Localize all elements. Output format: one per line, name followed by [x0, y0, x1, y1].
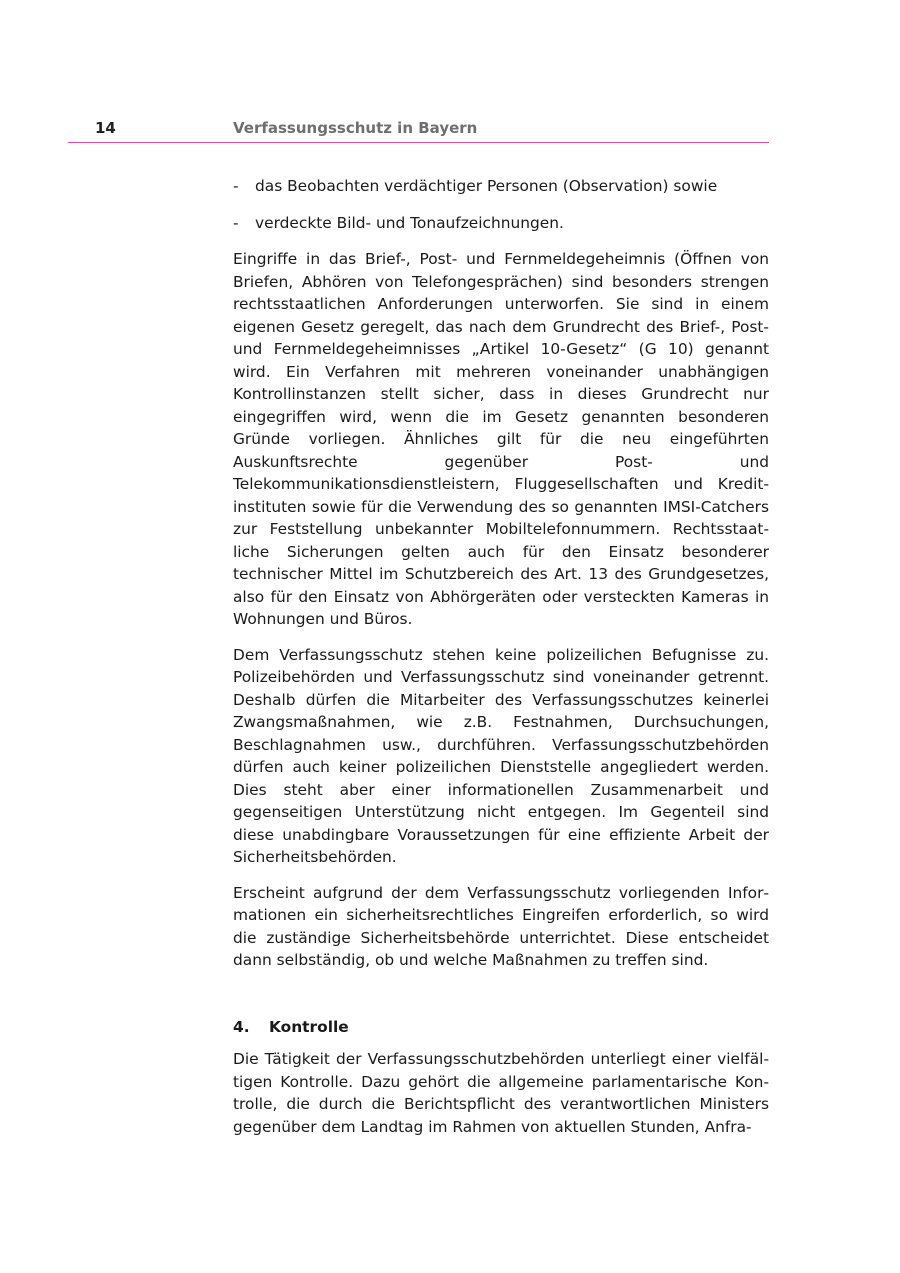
- list-item-text: verdeckte Bild- und Tonaufzeichnungen.: [255, 213, 564, 232]
- section-heading: [233, 1016, 769, 1039]
- paragraph-no-police-powers: Dem Verfassungsschutz stehen keine polizeilichen Befugnisse zu. Polizeibehörden und Verfassungsschutz sind voneinander getrennt. Deshalb dürfen die Mitarbeiter des Verfassungsschutzes keinerlei Zwangsmaßnahmen, wie z.B. Festnahmen, Durchsuchungen, Beschlagnahmen usw., durchführen. Verfassungsschutzbehörden dürfen auch keiner polizeilichen Dienststelle angegliedert werden. Dies steht aber einer informationellen Zusammenarbeit und gegenseitigen Unterstützung nicht entgegen. Im Gegenteil sind diese unabdingbare Voraussetzungen für eine effiziente Arbeit der Sicherheitsbehörden.: [233, 645, 769, 866]
- paragraph-intervention-rules: Eingriffe in das Brief-, Post- und Fernmeldegeheimnis (Öffnen von Briefen, Abhören von Telefongesprächen) sind besonders strengen rechtsstaatlichen Anforderungen unterworfen. Sie sind in einem eigenen Gesetz geregelt, das nach dem Grundrecht des Brief-, Post- und Fernmeldegeheimnisses „Artikel 10-Gesetz“ (G 10) genannt wird. Ein Verfahren mit mehreren voneinander unabhängigen Kontrollinstanzen stellt sicher, dass in dieses Grundrecht nur eingegriffen wird, wenn die im Gesetz genannten besonderen Gründe vorliegen. Ähnliches gilt für die neu eingeführten Auskunftsrechte gegenüber Post- und Telekommunikationsdienstleistern, Fluggesellschaften und Kreditinstituten sowie für die Verwendung des so genannten IMSI-Catchers zur Feststellung unbekannter Mobiltelefonnummern. Rechtsstaatliche Sicherungen gelten auch für den Einsatz besonderer technischer Mittel im Schutzbereich des Art. 13 des Grundgesetzes, also für den Einsatz von Abhörgeräten oder versteckten Kameras in Wohnungen und Büros.: [233, 250, 769, 628]
- page-number: 14: [95, 119, 116, 137]
- bullet-list: [233, 175, 769, 234]
- body-text-column: [233, 175, 769, 1151]
- bullet-dash: -: [233, 213, 239, 232]
- list-item: [233, 175, 769, 198]
- page-header: [68, 116, 769, 143]
- list-item-text: das Beobachten verdächtiger Personen (Observation) sowie: [255, 177, 718, 195]
- list-item: [233, 212, 769, 235]
- paragraph-control: Die Tätigkeit der Verfassungsschutzbehörden unterliegt einer vielfältigen Kontrolle. Dazu gehört die allgemeine parlamentarische Kontrolle, die durch die Berichtspflicht des verantwortlichen Ministers gegenüber dem Landtag im Rahmen von aktuellen Stunden, Anfra-: [233, 1050, 769, 1136]
- running-title: Verfassungsschutz in Bayern: [233, 119, 478, 137]
- bullet-dash: -: [233, 177, 239, 195]
- section-number: 4.: [233, 1017, 250, 1036]
- paragraph-security-authority-notice: Erscheint aufgrund der dem Verfassungsschutz vorliegenden Informationen ein sicherheitsrechtliches Eingreifen erforderlich, so wird die zuständige Sicherheitsbehörde unterrichtet. Diese entscheidet dann selbständig, ob und welche Maßnahmen zu treffen sind.: [233, 883, 769, 969]
- section-title: Kontrolle: [269, 1017, 349, 1036]
